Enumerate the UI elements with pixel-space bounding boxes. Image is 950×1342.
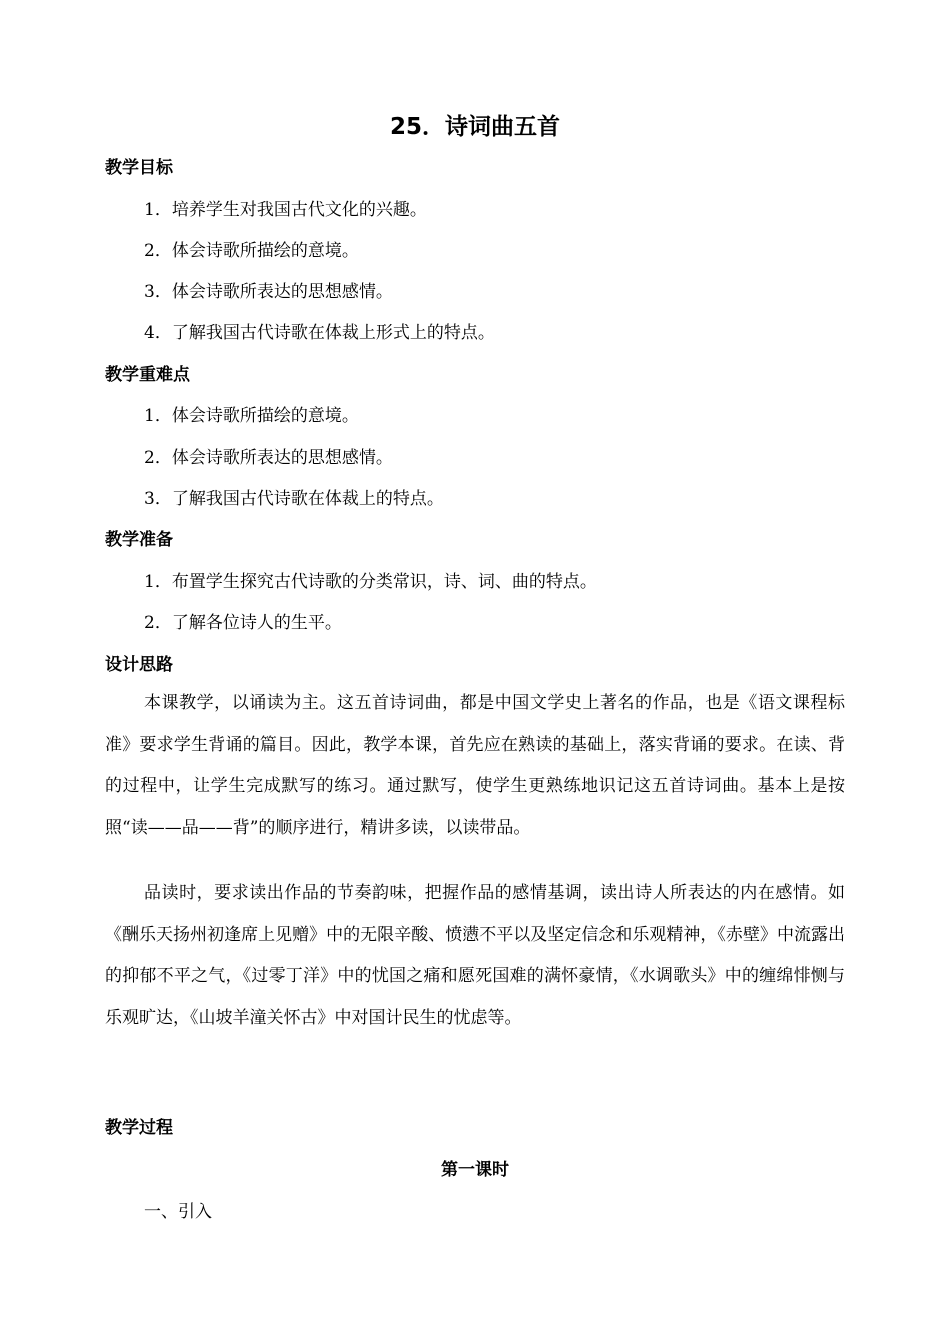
key-point-item: 3．了解我国古代诗歌在体裁上的特点。 — [144, 489, 444, 509]
design-paragraph: 本课教学，以诵读为主。这五首诗词曲，都是中国文学史上著名的作品，也是《语文课程标准》要求学生背诵的篇目。因此，教学本课，首先应在熟读的基础上，落实背诵的要求。在读、背的过程中，让学生完成默写的练习。通过默写，使学生更熟练地识记这五首诗词曲。基本上是按照“读——品——背”的顺序进行，精讲多读，以读带品。 — [105, 693, 845, 838]
goal-item: 3．体会诗歌所表达的思想感情。 — [144, 282, 393, 302]
key-point-item: 2．体会诗歌所表达的思想感情。 — [144, 448, 393, 468]
page-title: 25．诗词曲五首 — [389, 114, 560, 140]
process-step: 一、引入 — [144, 1202, 212, 1222]
preparation-item: 1．布置学生探究古代诗歌的分类常识，诗、词、曲的特点。 — [144, 572, 597, 592]
key-point-item: 1．体会诗歌所描绘的意境。 — [144, 406, 359, 426]
goal-item: 4．了解我国古代诗歌在体裁上形式上的特点。 — [144, 323, 495, 343]
design-paragraph: 品读时，要求读出作品的节奏韵味，把握作品的感情基调，读出诗人所表达的内在感情。如《酬乐天扬州初逢席上见赠》中的无限辛酸、愤懑不平以及坚定信念和乐观精神，《赤壁》中流露出的抑郁不平之气，《过零丁洋》中的忧国之痛和愿死国难的满怀豪情，《水调歌头》中的缠绵悱恻与乐观旷达，《山坡羊潼关怀古》中对国计民生的忧虑等。 — [105, 883, 845, 1028]
goal-item: 2．体会诗歌所描绘的意境。 — [144, 241, 359, 261]
lesson-heading: 第一课时 — [441, 1160, 509, 1180]
process-heading: 教学过程 — [105, 1118, 173, 1138]
goal-item: 1．培养学生对我国古代文化的兴趣。 — [144, 200, 427, 220]
key-points-heading: 教学重难点 — [105, 365, 190, 385]
preparation-heading: 教学准备 — [105, 530, 173, 550]
preparation-item: 2．了解各位诗人的生平。 — [144, 613, 342, 633]
design-heading: 设计思路 — [105, 655, 173, 675]
goals-heading: 教学目标 — [105, 158, 173, 178]
